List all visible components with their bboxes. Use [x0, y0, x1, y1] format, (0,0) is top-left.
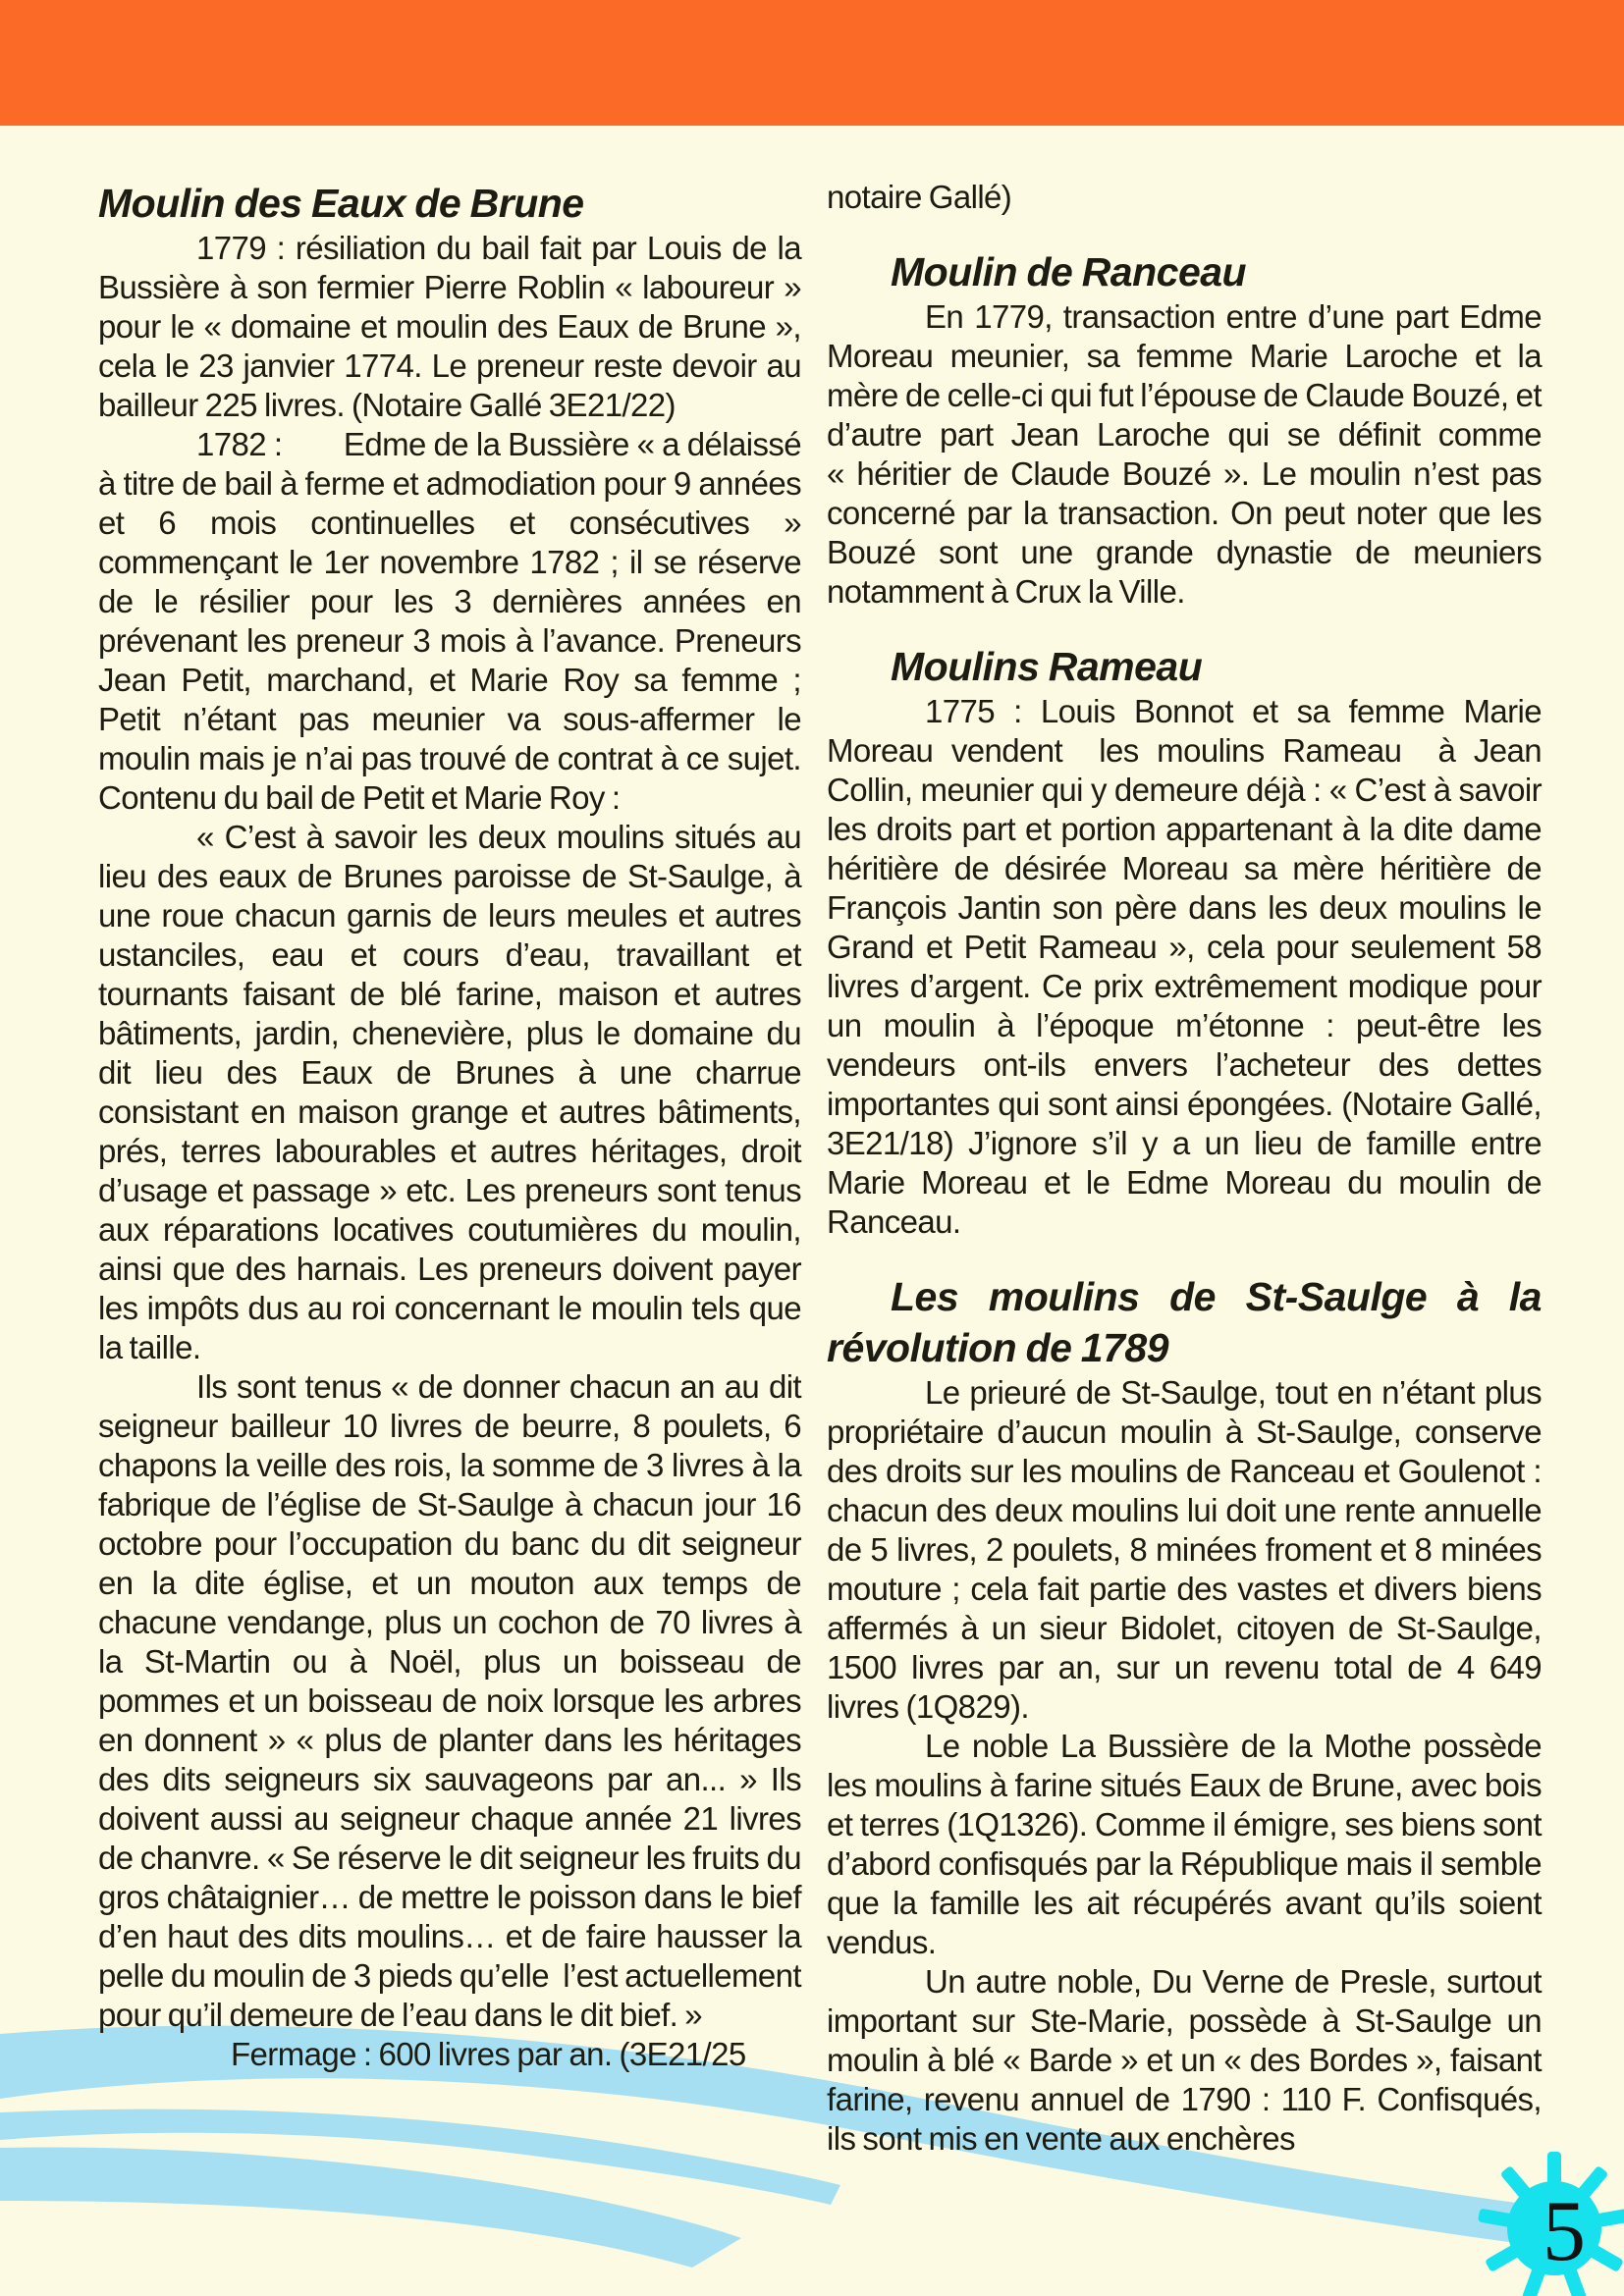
page-number: 5 [1543, 2184, 1586, 2279]
section-heading-moulins-revolution-1789: Les moulins de St-Saulge à la révolution de 1789 [827, 1274, 1542, 1370]
left-column [98, 178, 801, 2074]
body-paragraph: Le prieuré de St-Saulge, tout en n’étant plus propriétaire d’aucun moulin à St-Saulge, conserve des droits sur les moulins de Ranceau et Goulenot : chacun des deux moulins lui doit une rente annuelle de 5 livres, 2 poulets, 8 minées froment et 8 minées mouture ; cela fait partie des vastes et divers biens affermés à un sieur Bidolet, citoyen de St-Saulge, 1500 livres par an, sur un revenu total de 4 649 livres (1Q829). [827, 1374, 1542, 1725]
body-paragraph: 1779 : résiliation du bail fait par Louis de la Bussière à son fermier Pierre Roblin « laboureur » pour le « domaine et moulin des Eaux de Brune », cela le 23 janvier 1774. Le preneur reste devoir au bailleur 225 livres. (Notaire Gallé 3E21/22) [98, 230, 801, 423]
page-number-gear-icon [1478, 2152, 1624, 2296]
right-column [827, 178, 1542, 2159]
body-paragraph: « C’est à savoir les deux moulins situés au lieu des eaux de Brunes paroisse de St-Saulge, à une roue chacun garnis de leurs meules et autres ustanciles, eau et cours d’eau, travaillant et tournants faisant de blé farine, maison et autres bâtiments, jardin, chenevière, plus le domaine du dit lieu des Eaux de Brunes à une charrue consistant en maison grange et autres bâtiments, prés, terres labourables et autres héritages, droit d’usage et passage » etc. Les preneurs sont tenus aux réparations locatives coutumières du moulin, ainsi que des harnais. Les preneurs doivent payer les impôts dus au roi concernant le moulin tels que la taille. [98, 819, 801, 1365]
section-heading-moulins-rameau: Moulins Rameau [891, 644, 1203, 689]
section-heading-moulin-de-ranceau: Moulin de Ranceau [891, 249, 1247, 294]
body-paragraph: Le noble La Bussière de la Mothe possède les moulins à farine situés Eaux de Brune, avec bois et terres (1Q1326). Comme il émigre, ses biens sont d’abord confisqués par la République mais il semble que la famille les ait récupérés avant qu’ils soient vendus. [827, 1728, 1542, 1960]
section-heading-moulin-des-eaux-de-brune: Moulin des Eaux de Brune [98, 181, 584, 226]
body-paragraph: Ils sont tenus « de donner chacun an au dit seigneur bailleur 10 livres de beurre, 8 poulets, 6 chapons la veille des rois, la somme de 3 livres à la fabrique de l’église de St-Saulge à chacun jour 16 octobre pour l’occupation du banc du dit seigneur en la dite église, et un mouton aux temps de chacune vendange, plus un cochon de 70 livres à la St-Martin ou à Noël, plus un boisseau de pommes et un boisseau de noix lorsque les arbres en donnent » « plus de planter dans les héritages des dits seigneurs six sauvageons par an... » Ils doivent aussi au seigneur chaque année 21 livres de chanvre. « Se réserve le dit seigneur les fruits du gros châtaignier… de mettre le poisson dans le bief d’en haut des dits moulins… et de faire hausser la pelle du moulin de 3 pieds qu’elle l’est actuellement pour qu’il demeure de l’eau dans le dit bief. » [98, 1368, 801, 2033]
body-paragraph-continuation: notaire Gallé) [827, 179, 1012, 215]
body-paragraph: 1782 : Edme de la Bussière « a délaissé à titre de bail à ferme et admodiation pour 9 années et 6 mois continuelles et consécutives » commençant le 1er novembre 1782 ; il se réserve de le résilier pour les 3 dernières années en prévenant les preneur 3 mois à l’avance. Preneurs Jean Petit, marchand, et Marie Roy sa femme ; Petit n’étant pas meunier va sous-affermer le moulin mais je n’ai pas trouvé de contrat à ce sujet. Contenu du bail de Petit et Marie Roy : [98, 426, 801, 816]
body-paragraph: 1775 : Louis Bonnot et sa femme Marie Moreau vendent les moulins Rameau à Jean Collin, meunier qui y demeure déjà : « C’est à savoir les droits part et portion appartenant à la dite dame héritière de désirée Moreau sa mère héritière de François Jantin son père dans les deux moulins le Grand et Petit Rameau », cela pour seulement 58 livres d’argent. Ce prix extrêmement modique pour un moulin à l’époque m’étonne : peut-être les vendeurs ont-ils envers l’acheteur des dettes importantes qui sont ainsi épongées. (Notaire Gallé, 3E21/18) J’ignore s’il y a un lieu de famille entre Marie Moreau et le Edme Moreau du moulin de Ranceau. [827, 693, 1542, 1240]
body-paragraph: En 1779, transaction entre d’une part Edme Moreau meunier, sa femme Marie Laroche et la mère de celle-ci qui fut l’épouse de Claude Bouzé, et d’autre part Jean Laroche qui se définit comme « héritier de Claude Bouzé ». Le moulin n’est pas concerné par la transaction. On peut noter que les Bouzé sont une grande dynastie de meuniers notamment à Crux la Ville. [827, 298, 1542, 610]
body-paragraph: Un autre noble, Du Verne de Presle, surtout important sur Ste-Marie, possède à St-Saulge un moulin à blé « Barde » et un « des Bordes », faisant farine, revenu annuel de 1790 : 110 F. Confisqués, ils sont mis en vente aux enchères [827, 1963, 1542, 2157]
body-paragraph-fermage: Fermage : 600 livres par an. (3E21/25 [231, 2036, 746, 2072]
